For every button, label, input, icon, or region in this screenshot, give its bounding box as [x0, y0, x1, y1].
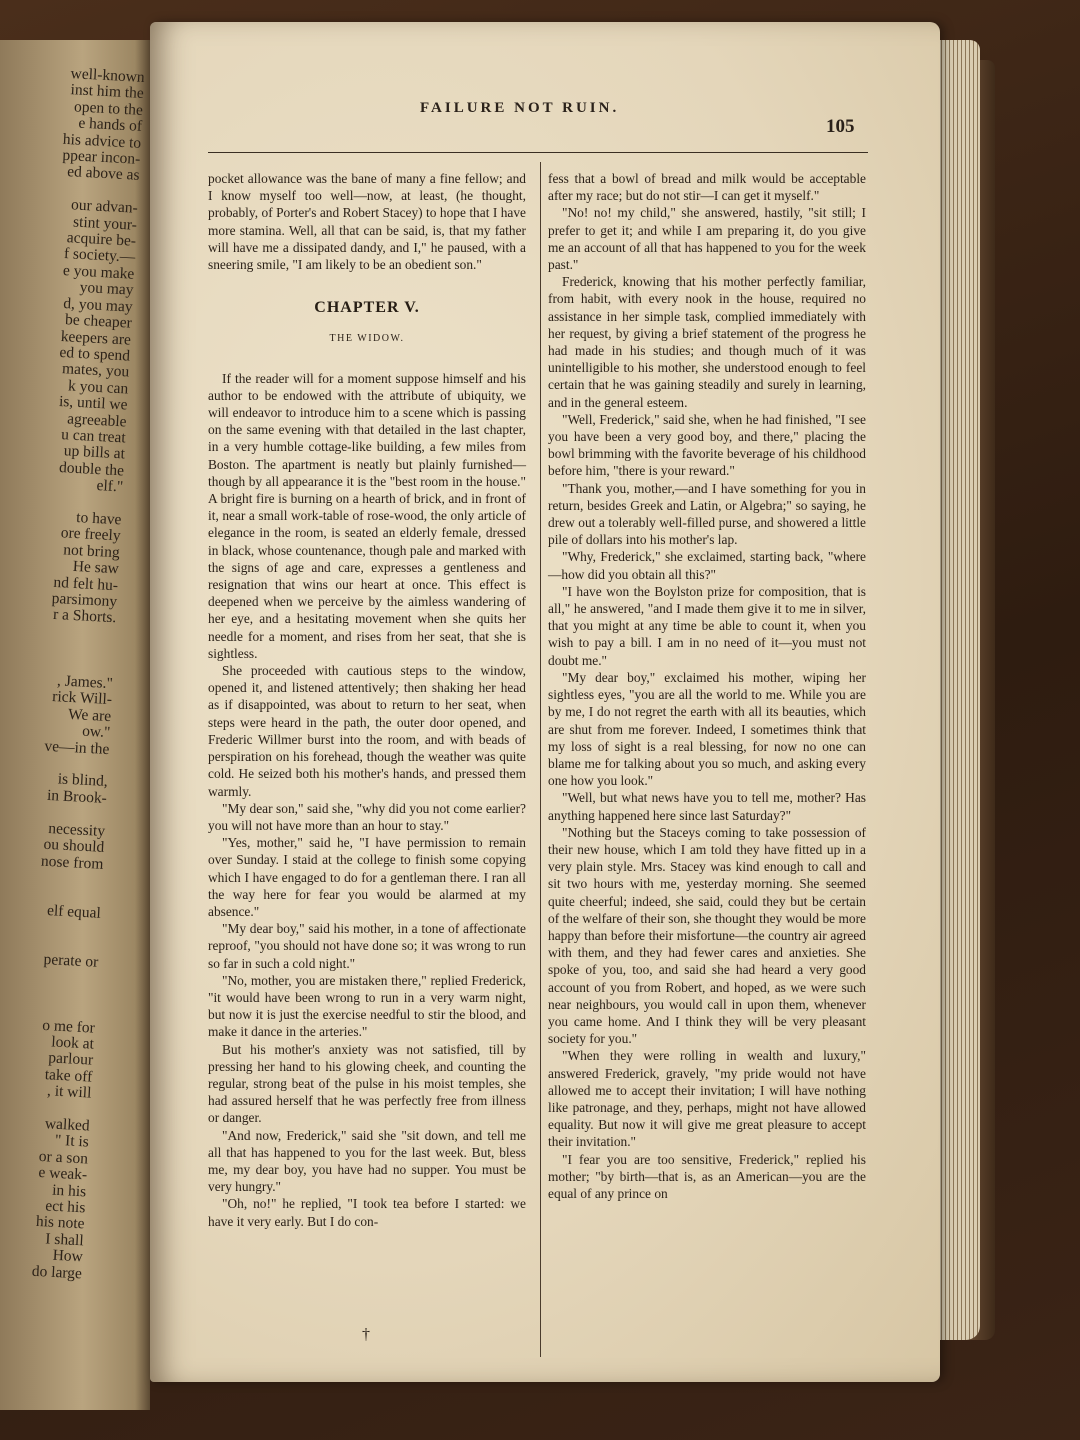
- paragraph: "And now, Frederick," said she "sit down, and tell me all that has happened to you for the last week. But, bless me, my dear boy, you have had no supper. You must be very hungry.": [208, 1127, 526, 1195]
- paragraph: If the reader will for a moment suppose himself and his author to be endowed with the attribute of ubiquity, we will endeavor to introduce him to a scene which is passing on the same evening with that detailed in the last chapter, in a very humble cottage-like building, a few miles from Boston. The apartment is neatly but plainly furnished—though by all appearance it is the "best room in the house." A bright fire is burning on a hearth of brick, and in front of it, near a small work-table of rose-wood, the only article of elegance in the room, is seated an elderly female, dressed in black, whose countenance, though pale and marked with the signs of age and care, expresses a gentleness and resignation that wins our heart at once. This effect is deepened when we perceive by the aimless wandering of her eye, and a hesitating movement when she quits her needle for a moment, and rises from her seat, that she is sightless.: [208, 370, 526, 661]
- left-page-line: look at: [50, 1033, 95, 1053]
- left-page-line: d, you may: [62, 294, 134, 316]
- page-number: 105: [826, 116, 855, 137]
- paragraph: But his mother's anxiety was not satisfied, till by pressing her hand to his glowing cheek, and counting the regular, strong beat of the pulse in his moist temples, she had assured herself that he was perfectly free from illness or danger.: [208, 1041, 526, 1126]
- left-page-line: , it will: [46, 1082, 92, 1102]
- paragraph: "My dear boy," exclaimed his mother, wiping her sightless eyes, "you are all the world to me. While you are by me, I do not regret the earth with all its beauties, which are shut from me forever. Indeed, I sometimes think that my loss of sight is a real blessing, for now no one can blame me for talking about you so much, and asking every one how you look.": [548, 669, 866, 789]
- paragraph: "Thank you, mother,—and I have something for you in return, besides Greek and Latin, or Algebra;" so saying, he drew out a tolerably well-filled purse, and showered a little pile of dollars into his mother's lap.: [548, 480, 866, 548]
- header-rule: [208, 152, 868, 153]
- paragraph: "I fear you are too sensitive, Frederick," replied his mother; "by birth—that is, as an American—you are the equal of any prince on: [548, 1151, 866, 1201]
- left-page-line: his advice to: [62, 130, 142, 152]
- left-page-line: perate or: [43, 950, 99, 971]
- left-page-line: ve—in the: [44, 737, 110, 758]
- chapter-title: CHAPTER V.: [314, 299, 420, 317]
- book-page: [150, 22, 940, 1382]
- left-page-line: ore freely: [60, 524, 122, 545]
- left-page-line: up bills at: [63, 442, 126, 463]
- left-page-line: agreeable: [66, 409, 128, 431]
- left-page-line: do large: [31, 1262, 83, 1282]
- left-page-line: nd felt hu-: [53, 573, 119, 594]
- left-page-line: walked: [44, 1115, 91, 1135]
- paragraph: Frederick, knowing that his mother perfectly familiar, from habit, with every nook in the house, required no assistance in her simple task, complied immediately with her request, by giving a brief statement of the progress he had made in his studies; and though much of it was unintelligible to his mother, she understood enough to feel certain that he was gaining steadily and surely in learning, and in the general esteem.: [548, 274, 866, 410]
- left-page-line: you may: [79, 279, 134, 299]
- left-page-line: e you make: [62, 261, 135, 283]
- left-page-line: rick Will-: [51, 688, 113, 709]
- left-page-line: ect his: [44, 1197, 86, 1217]
- left-page-line: keepers are: [60, 327, 132, 349]
- paragraph: "No, mother, you are mistaken there," replied Frederick, "it would have been wrong to run in a very warm night, but now it is just the exercise needful to stir the blood, and make it dance in the arteries.": [208, 972, 526, 1040]
- left-page-line: well-known: [70, 65, 146, 86]
- left-page-line: nose from: [40, 852, 104, 873]
- left-page-line: is, until we: [58, 393, 128, 414]
- left-page-line: r a Shorts.: [52, 606, 117, 627]
- left-page-line: u can treat: [60, 426, 127, 447]
- paragraph: "Oh, no!" he replied, "I took tea before I started: we have it very early. But I do con-: [208, 1196, 526, 1229]
- left-page-line: to have: [75, 508, 122, 529]
- left-column: [208, 170, 526, 1230]
- left-page-line: inst him the: [70, 81, 145, 103]
- left-page-line: " It is: [54, 1132, 90, 1151]
- chapter-subtitle: THE WIDOW.: [329, 333, 405, 345]
- paragraph: "Why, Frederick," she exclaimed, starting back, "where—how did you obtain all this?": [548, 549, 866, 582]
- running-head: FAILURE NOT RUIN.: [420, 100, 620, 116]
- paragraph: "Yes, mother," said he, "I have permission to remain over Sunday. I staid at the college to finish some copying which I have engaged to do for a gentleman there. I ran all the way here for fear you would be alarmed at my absence.": [208, 835, 526, 919]
- left-page-line: ou should: [43, 835, 105, 857]
- left-page-line: We are: [67, 705, 112, 725]
- left-page-line: , James.": [56, 672, 114, 693]
- left-page-line: his note: [35, 1213, 85, 1233]
- paragraph: "I have won the Boylston prize for composition, that is all," he answered, "and I made them give it to me in silver, that you might at any time be able to count it, when you wish to pay a bill. I am in no need of it—you must not doubt me.": [548, 583, 866, 668]
- left-page-line: k you can: [67, 377, 129, 398]
- left-page-line: our advan-: [70, 196, 139, 218]
- left-page-line: is blind,: [57, 770, 109, 791]
- left-page-line: How: [52, 1247, 84, 1266]
- left-page-line: elf.": [96, 477, 124, 496]
- left-page-line: stint your-: [72, 213, 138, 234]
- left-page-line: double the: [58, 458, 125, 480]
- left-page-line: elf equal: [46, 901, 102, 922]
- paragraph: "Well, but what news have you to tell me, mother? Has anything happened here since last Saturday?": [548, 790, 866, 823]
- left-page: [0, 40, 150, 1410]
- paragraph: She proceeded with cautious steps to the window, opened it, and listened attentively; then shaking her head as if disappointed, was about to return to her seat, when steps were heard in the path, the outer door opened, and Frederic Willmer burst into the room, and with beads of perspiration on his forehead, though the weather was quite cold. He seized both his mother's hands, and pressed them warmly.: [208, 663, 526, 799]
- left-page-line: not bring: [62, 541, 121, 562]
- left-page-line: He saw: [72, 558, 120, 578]
- left-page-line: I shall: [44, 1230, 85, 1250]
- right-column: [548, 170, 866, 1202]
- paragraph: "My dear boy," said his mother, in a tone of affectionate reproof, "you should not have done so; it was wrong to run so far in such a cold night.": [208, 921, 526, 971]
- left-page-line: parlour: [47, 1049, 94, 1070]
- left-page-line: o me for: [41, 1016, 96, 1037]
- paragraph: "When they were rolling in wealth and luxury," answered Frederick, gravely, "my pride would not have allowed me to accept their invitation; I will have nothing like patronage, and they, perhaps, might not have allowed equality. But now it will give me great pleasure to accept their invitation.": [548, 1048, 866, 1150]
- paragraph: fess that a bowl of bread and milk would be acceptable after my race; but do not stir—I can get it myself.": [548, 171, 866, 204]
- paragraph: pocket allowance was the bane of many a fine fellow; and I know myself too well—now, at least, (he thought, probably, of Porter's and Robert Stacey) to hope that I have more stamina. Well, all that can be said, is, that my father will have me a dissipated dandy, and I," he paused, with a sneering smile, "I am likely to be an obedient son.": [208, 171, 526, 273]
- left-page-line: or a son: [38, 1147, 89, 1168]
- left-page-margin-text: [0, 62, 145, 1283]
- paragraph: "No! no! my child," she answered, hastily, "sit still; I prefer to get it; and while I am preparing it, do you give me an account of all that has happened to you for the week past.": [548, 205, 866, 273]
- paragraph: "Well, Frederick," said she, when he had finished, "I see you have been a very good boy, and there," placing the bowl brimming with the favorite beverage of his childhood before him, "there is your reward.": [548, 411, 866, 479]
- left-page-line: ow.": [81, 722, 111, 742]
- left-page-line: in his: [51, 1181, 87, 1201]
- left-page-line: f society.—: [63, 245, 136, 267]
- left-page-line: e hands of: [77, 114, 143, 136]
- left-page-line: be cheaper: [64, 311, 133, 332]
- left-page-line: take off: [44, 1065, 93, 1086]
- left-page-line: ed to spend: [59, 343, 131, 365]
- left-page-line: parsimony: [51, 589, 118, 611]
- left-page-line: ed above as: [66, 163, 140, 185]
- left-page-line: necessity: [47, 819, 106, 840]
- left-page-line: open to the: [73, 98, 144, 119]
- left-page-line: in Brook-: [46, 786, 108, 807]
- left-page-line: ppear incon-: [62, 146, 141, 168]
- left-page-line: e weak-: [38, 1164, 88, 1184]
- paragraph: "My dear son," said she, "why did you not come earlier? you will not have more than an hour to stay.": [208, 800, 526, 833]
- left-page-line: acquire be-: [66, 229, 137, 250]
- paragraph: "Nothing but the Staceys coming to take possession of their new house, which I am told they have fitted up in a very plain style. Mrs. Stacey was kind enough to call and sit two hours with me, yesterday morning. She seemed quite cheerful; indeed, she said, could they but be certain of the welfare of their son, she thought they would be more happy than before their misfortune—the country air agreed with them, and they had fewer cares and anxieties. She spoke of you, too, and said she had heard a very good account of you from Robert, and hoped, as we were such near neighbours, you would call in upon them, whenever you came home. And I think they will be very pleasant society for you.": [548, 824, 866, 1047]
- column-divider: [540, 162, 541, 1357]
- left-page-line: mates, you: [61, 360, 130, 381]
- signature-mark: †: [362, 1326, 370, 1343]
